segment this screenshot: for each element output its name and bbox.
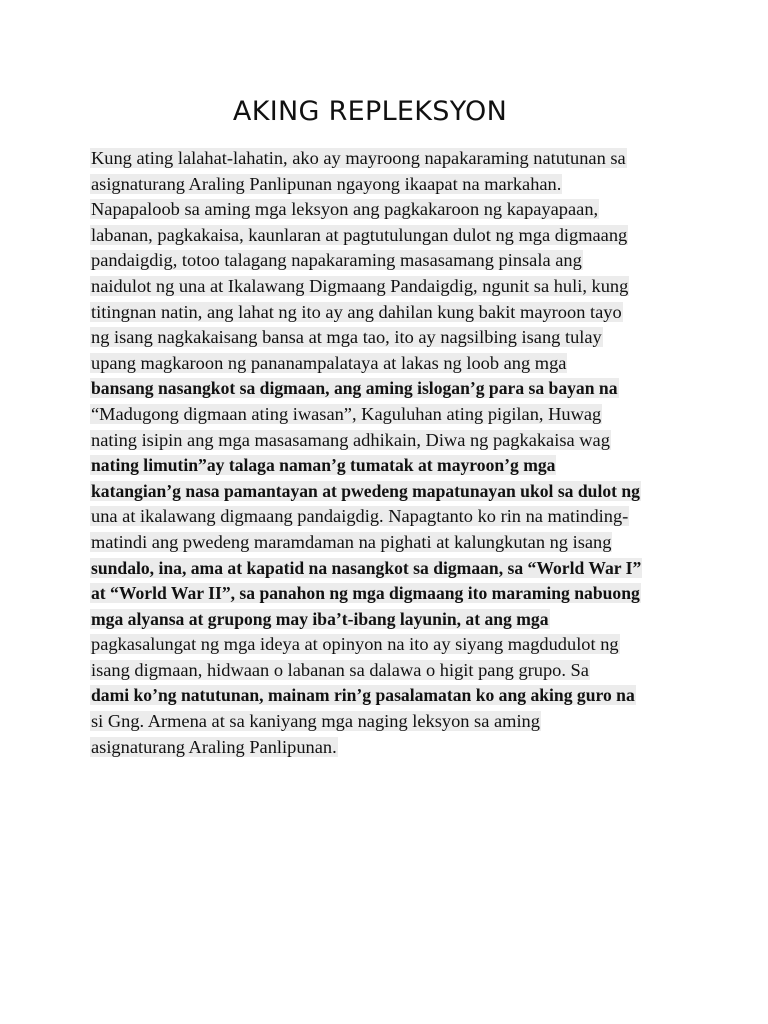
paragraph-line <box>90 300 690 326</box>
paragraph-line <box>90 530 690 556</box>
paragraph-line <box>90 402 690 428</box>
paragraph-line-text: nating isipin ang mga masasamang adhikain, Diwa ng pagkakaisa wag <box>91 429 610 450</box>
paragraph-line <box>90 248 690 274</box>
paragraph-line <box>90 351 690 377</box>
paragraph-line <box>90 325 690 351</box>
paragraph-line <box>90 453 690 479</box>
paragraph-line <box>90 658 690 684</box>
paragraph-line-text: Kung ating lalahat-lahatin, ako ay mayroong napakaraming natutunan sa <box>91 148 626 168</box>
paragraph-line-text: asignaturang Araling Panlipunan. <box>91 736 337 757</box>
paragraph-line-text: sundalo, ina, ama at kapatid na nasangkot sa digmaan, sa “World War I” <box>91 557 642 578</box>
paragraph-line-text: mga alyansa at grupong may iba’t-ibang layunin, at ang mga <box>91 608 549 629</box>
paragraph-line <box>90 274 690 300</box>
paragraph-line <box>90 428 690 454</box>
paragraph-line <box>90 172 690 198</box>
paragraph-line <box>90 146 690 172</box>
paragraph-line <box>90 223 690 249</box>
paragraph-line-text: labanan, pagkakaisa, kaunlaran at pagtutulungan dulot ng mga digmaang <box>91 224 628 245</box>
paragraph-line-text: bansang nasangkot sa digmaan, ang aming islogan’g para sa bayan na <box>91 378 618 399</box>
page-title: AKING REPLEKSYON <box>232 96 508 127</box>
paragraph-line-text: matindi ang pwedeng maramdaman na pighati at kalungkutan ng isang <box>91 531 612 552</box>
paragraph-line-text: si Gng. Armena at sa kaniyang mga naging leksyon sa aming <box>91 711 540 732</box>
paragraph-line <box>90 376 690 402</box>
reflection-paragraph <box>90 146 690 760</box>
paragraph-line-text: naidulot ng una at Ikalawang Digmaang Pandaigdig, ngunit sa huli, kung <box>91 275 629 296</box>
paragraph-line-text: upang magkaroon ng pananampalataya at lakas ng loob ang mga <box>91 352 567 373</box>
paragraph-line-text: asignaturang Araling Panlipunan ngayong ikaapat na markahan. <box>91 173 562 194</box>
paragraph-line-text: titingnan natin, ang lahat ng ito ay ang dahilan kung bakit mayroon tayo <box>91 301 622 322</box>
paragraph-line-text: nating limutin”ay talaga naman’g tumatak at mayroon’g mga <box>91 455 556 476</box>
paragraph-line-text: katangian’g nasa pamantayan at pwedeng mapatunayan ukol sa dulot ng <box>91 480 640 501</box>
paragraph-line-text: at “World War II”, sa panahon ng mga digmaang ito maraming nabuong <box>91 583 640 604</box>
paragraph-line <box>90 607 690 633</box>
paragraph-line-text: pandaigdig, totoo talagang napakaraming masasamang pinsala ang <box>91 250 582 271</box>
paragraph-line-text: ng isang nagkakaisang bansa at mga tao, ito ay nagsilbing isang tulay <box>91 327 602 348</box>
paragraph-line <box>90 709 690 735</box>
paragraph-line-text: isang digmaan, hidwaan o labanan sa dalawa o higit pang grupo. Sa <box>91 659 589 680</box>
paragraph-line <box>90 556 690 582</box>
paragraph-line <box>90 683 690 709</box>
paragraph-line-text: pagkasalungat ng mga ideya at opinyon na ito ay siyang magdudulot ng <box>91 634 619 655</box>
paragraph-line-text: dami ko’ng natutunan, mainam rin’g pasalamatan ko ang aking guro na <box>91 685 635 706</box>
paragraph-line <box>90 479 690 505</box>
paragraph-line-text: una at ikalawang digmaang pandaigdig. Napagtanto ko rin na matinding- <box>91 506 629 527</box>
paragraph-line <box>90 197 690 223</box>
paragraph-line <box>90 735 690 761</box>
paragraph-line <box>90 504 690 530</box>
paragraph-line <box>90 581 690 607</box>
paragraph-line <box>90 632 690 658</box>
paragraph-line-text: “Madugong digmaan ating iwasan”, Kaguluhan ating pigilan, Huwag <box>91 403 602 424</box>
paragraph-line-text: Napapaloob sa aming mga leksyon ang pagkakaroon ng kapayapaan, <box>91 199 599 220</box>
